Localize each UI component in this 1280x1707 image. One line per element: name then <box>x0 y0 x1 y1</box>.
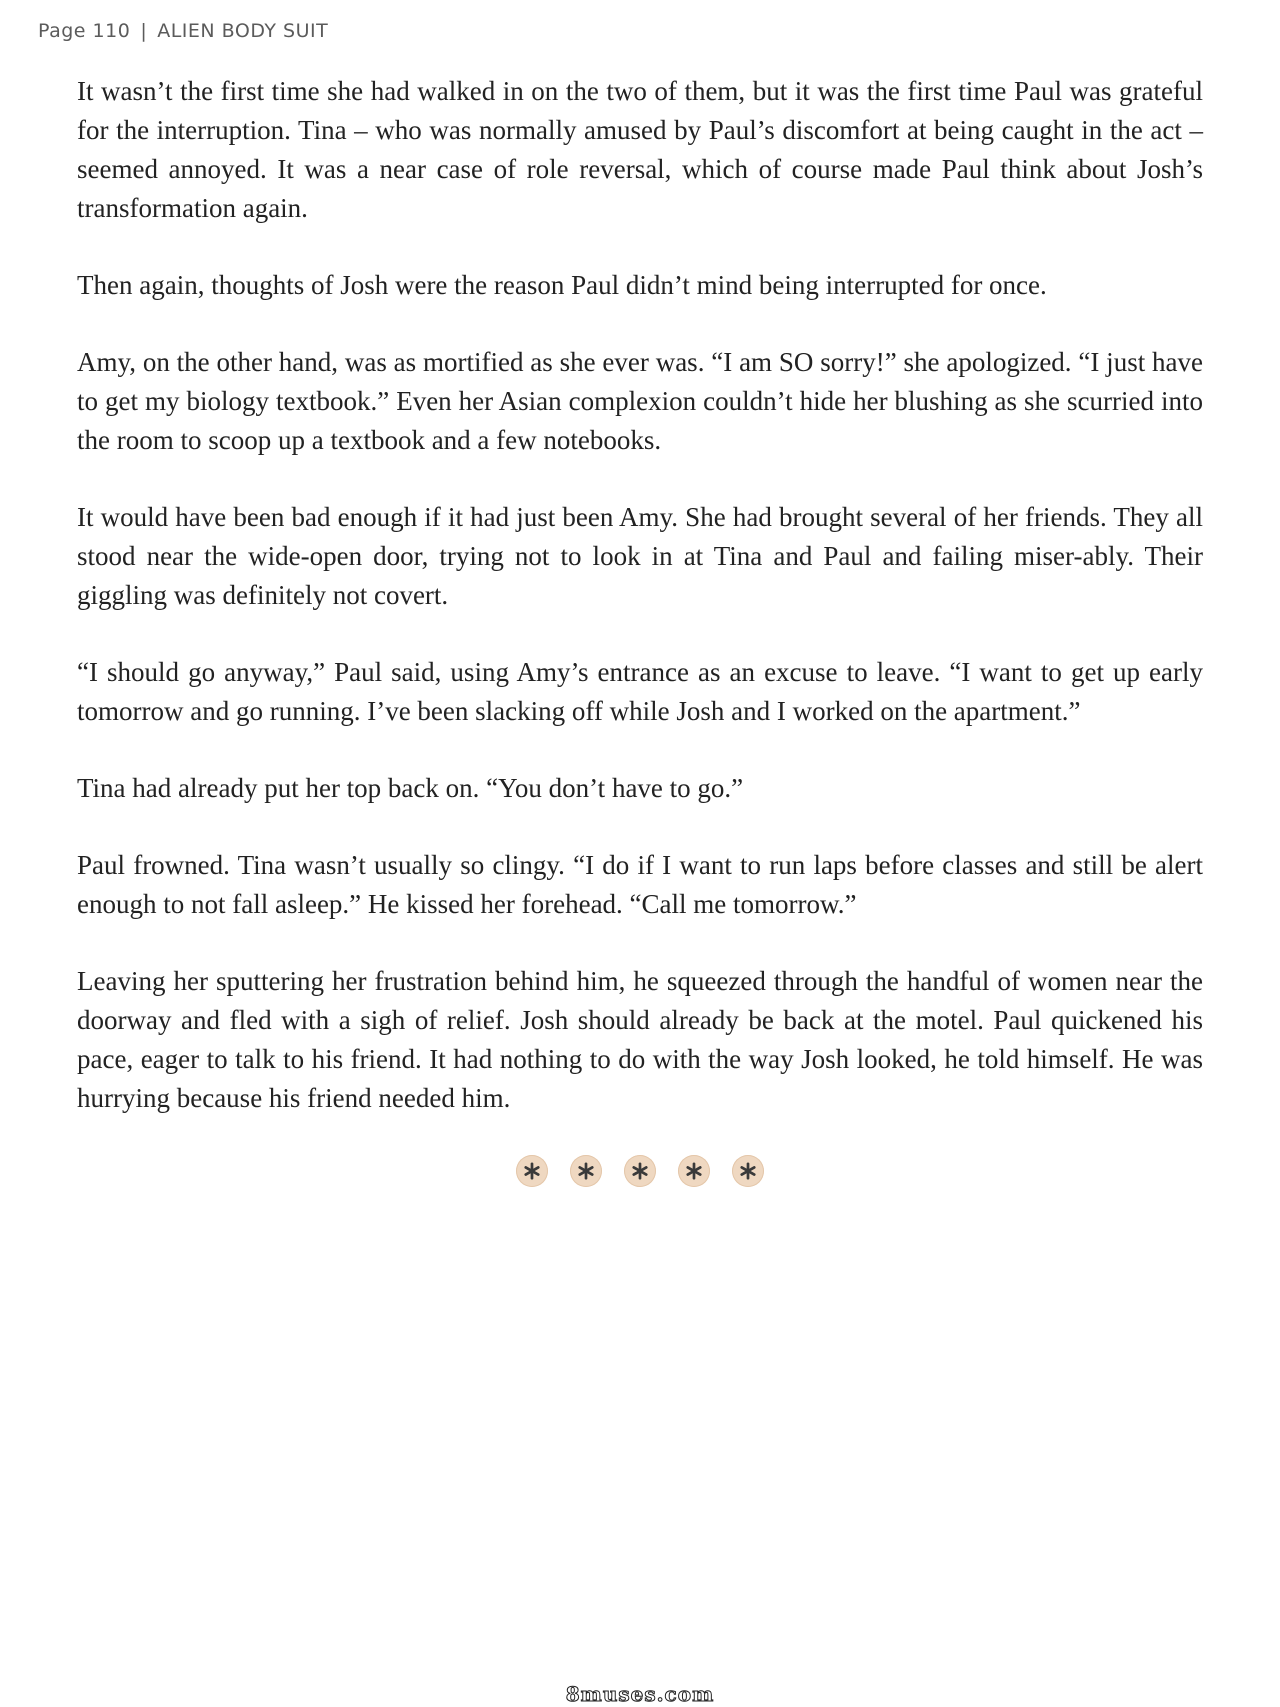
paragraph: Leaving her sputtering her frustration behind him, he squeezed through the handful of women near the doorway and fled with a sigh of relief. Josh should already be back at the motel. Paul quickened his pace, eager to talk to his friend. It had nothing to do with the way Josh looked, he told himself. He was hurrying because his friend needed him. <box>77 966 1203 1113</box>
scene-break <box>0 1155 1280 1187</box>
watermark: 8muses.com <box>565 1682 715 1706</box>
running-header <box>38 20 328 42</box>
paragraph: “I should go anyway,” Paul said, using Amy’s entrance as an excuse to leave. “I want to get up early tomorrow and go running. I’ve been slacking off while Josh and I worked on the apartment.” <box>77 657 1203 726</box>
paragraph: It wasn’t the first time she had walked in on the two of them, but it was the first time Paul was grateful for the interruption. Tina – who was normally amused by Paul’s discomfort at being caught in the act – seemed annoyed. It was a near case of role reversal, which of course made Paul think about Josh’s transformation again. <box>77 76 1203 223</box>
book-title: ALIEN BODY SUIT <box>157 20 329 42</box>
paragraph: Then again, thoughts of Josh were the reason Paul didn’t mind being interrupted for once. <box>77 270 1047 300</box>
scene-break-badge <box>516 1155 548 1187</box>
asterisk-icon <box>631 1162 649 1180</box>
scene-break-badge <box>570 1155 602 1187</box>
scene-break-badge <box>624 1155 656 1187</box>
paragraph: Tina had already put her top back on. “You don’t have to go.” <box>77 773 744 803</box>
paragraph: Amy, on the other hand, was as mortified as she ever was. “I am SO sorry!” she apologized. “I just have to get my biology textbook.” Even her Asian complexion couldn’t hide her blushing as she scurried into the room to scoop up a textbook and a few notebooks. <box>77 347 1203 455</box>
scene-break-badge <box>678 1155 710 1187</box>
paragraph: Paul frowned. Tina wasn’t usually so clingy. “I do if I want to run laps before classes and still be alert enough to not fall asleep.” He kissed her forehead. “Call me tomorrow.” <box>77 850 1203 919</box>
asterisk-icon <box>739 1162 757 1180</box>
body-text <box>77 72 1203 1118</box>
asterisk-icon <box>577 1162 595 1180</box>
paragraph: It would have been bad enough if it had just been Amy. She had brought several of her friends. They all stood near the wide-open door, trying not to look in at Tina and Paul and failing miser-ably. Their giggling was definitely not covert. <box>77 502 1203 610</box>
asterisk-icon <box>523 1162 541 1180</box>
scene-break-badge <box>732 1155 764 1187</box>
asterisk-icon <box>685 1162 703 1180</box>
page-number: Page 110 <box>38 20 131 42</box>
header-separator: | <box>140 20 148 42</box>
